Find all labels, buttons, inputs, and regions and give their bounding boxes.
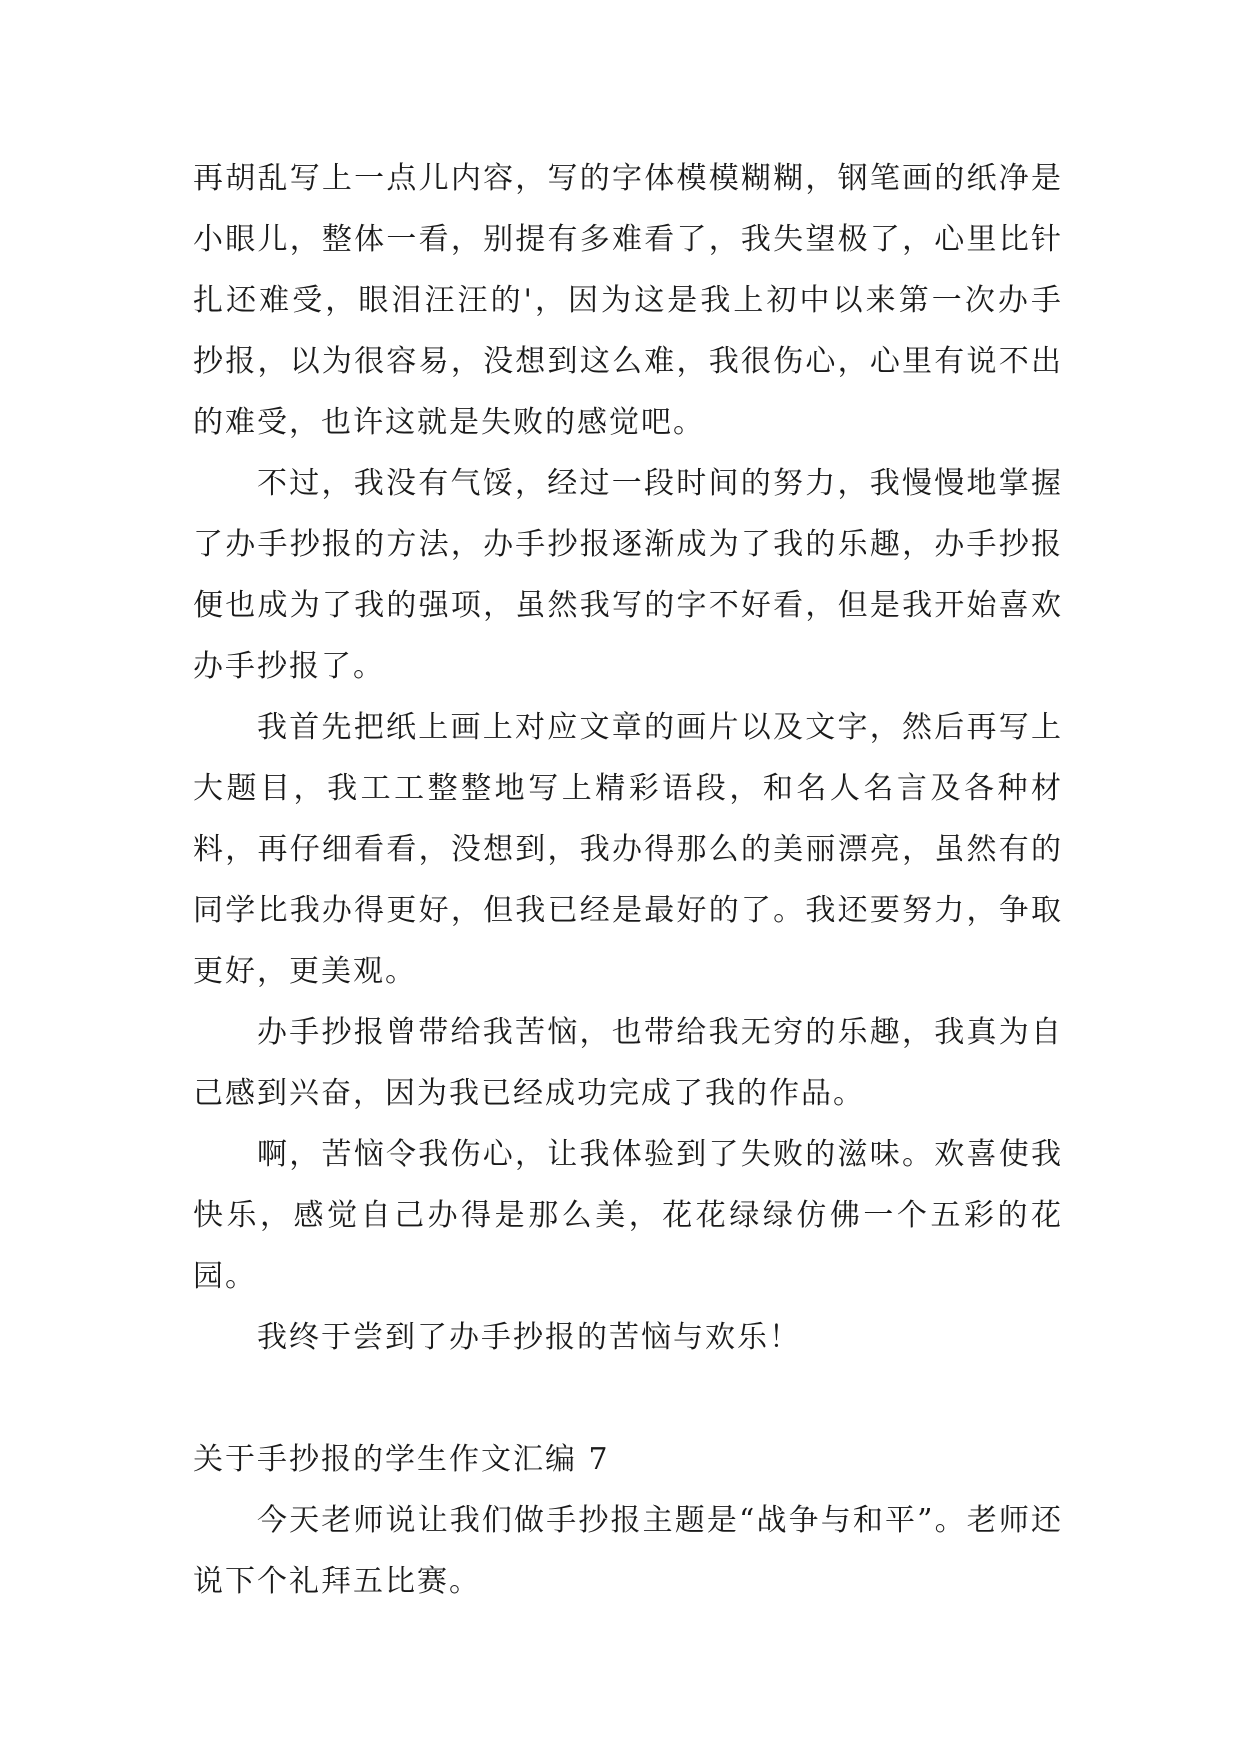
paragraph: 办手抄报曾带给我苦恼，也带给我无穷的乐趣，我真为自己感到兴奋，因为我已经成功完成了我的作品。 bbox=[193, 1015, 1063, 1111]
paragraph: 啊，苦恼令我伤心，让我体验到了失败的滋味。欢喜使我快乐，感觉自己办得是那么美，花花绿绿仿佛一个五彩的花园。 bbox=[193, 1137, 1063, 1294]
document-body bbox=[193, 148, 1063, 1612]
section-title: 关于手抄报的学生作文汇编 7 bbox=[193, 1442, 610, 1477]
section-spacer bbox=[193, 1368, 1063, 1429]
paragraph: 今天老师说让我们做手抄报主题是“战争与和平”。老师还说下个礼拜五比赛。 bbox=[193, 1503, 1063, 1599]
paragraph: 我首先把纸上画上对应文章的画片以及文字，然后再写上大题目，我工工整整地写上精彩语段，和名人名言及各种材料，再仔细看看，没想到，我办得那么的美丽漂亮，虽然有的同学比我办得更好，但我已经是最好的了。我还要努力，争取更好，更美观。 bbox=[193, 710, 1063, 989]
paragraph: 我终于尝到了办手抄报的苦恼与欢乐！ bbox=[257, 1320, 801, 1355]
paragraph: 再胡乱写上一点儿内容，写的字体模模糊糊，钢笔画的纸净是小眼儿，整体一看，别提有多难看了，我失望极了，心里比针扎还难受，眼泪汪汪的'，因为这是我上初中以来第一次办手抄报，以为很容易，没想到这么难，我很伤心，心里有说不出的难受，也许这就是失败的感觉吧。 bbox=[193, 161, 1063, 440]
paragraph: 不过，我没有气馁，经过一段时间的努力，我慢慢地掌握了办手抄报的方法，办手抄报逐渐成为了我的乐趣，办手抄报便也成为了我的强项，虽然我写的字不好看，但是我开始喜欢办手抄报了。 bbox=[193, 466, 1063, 684]
